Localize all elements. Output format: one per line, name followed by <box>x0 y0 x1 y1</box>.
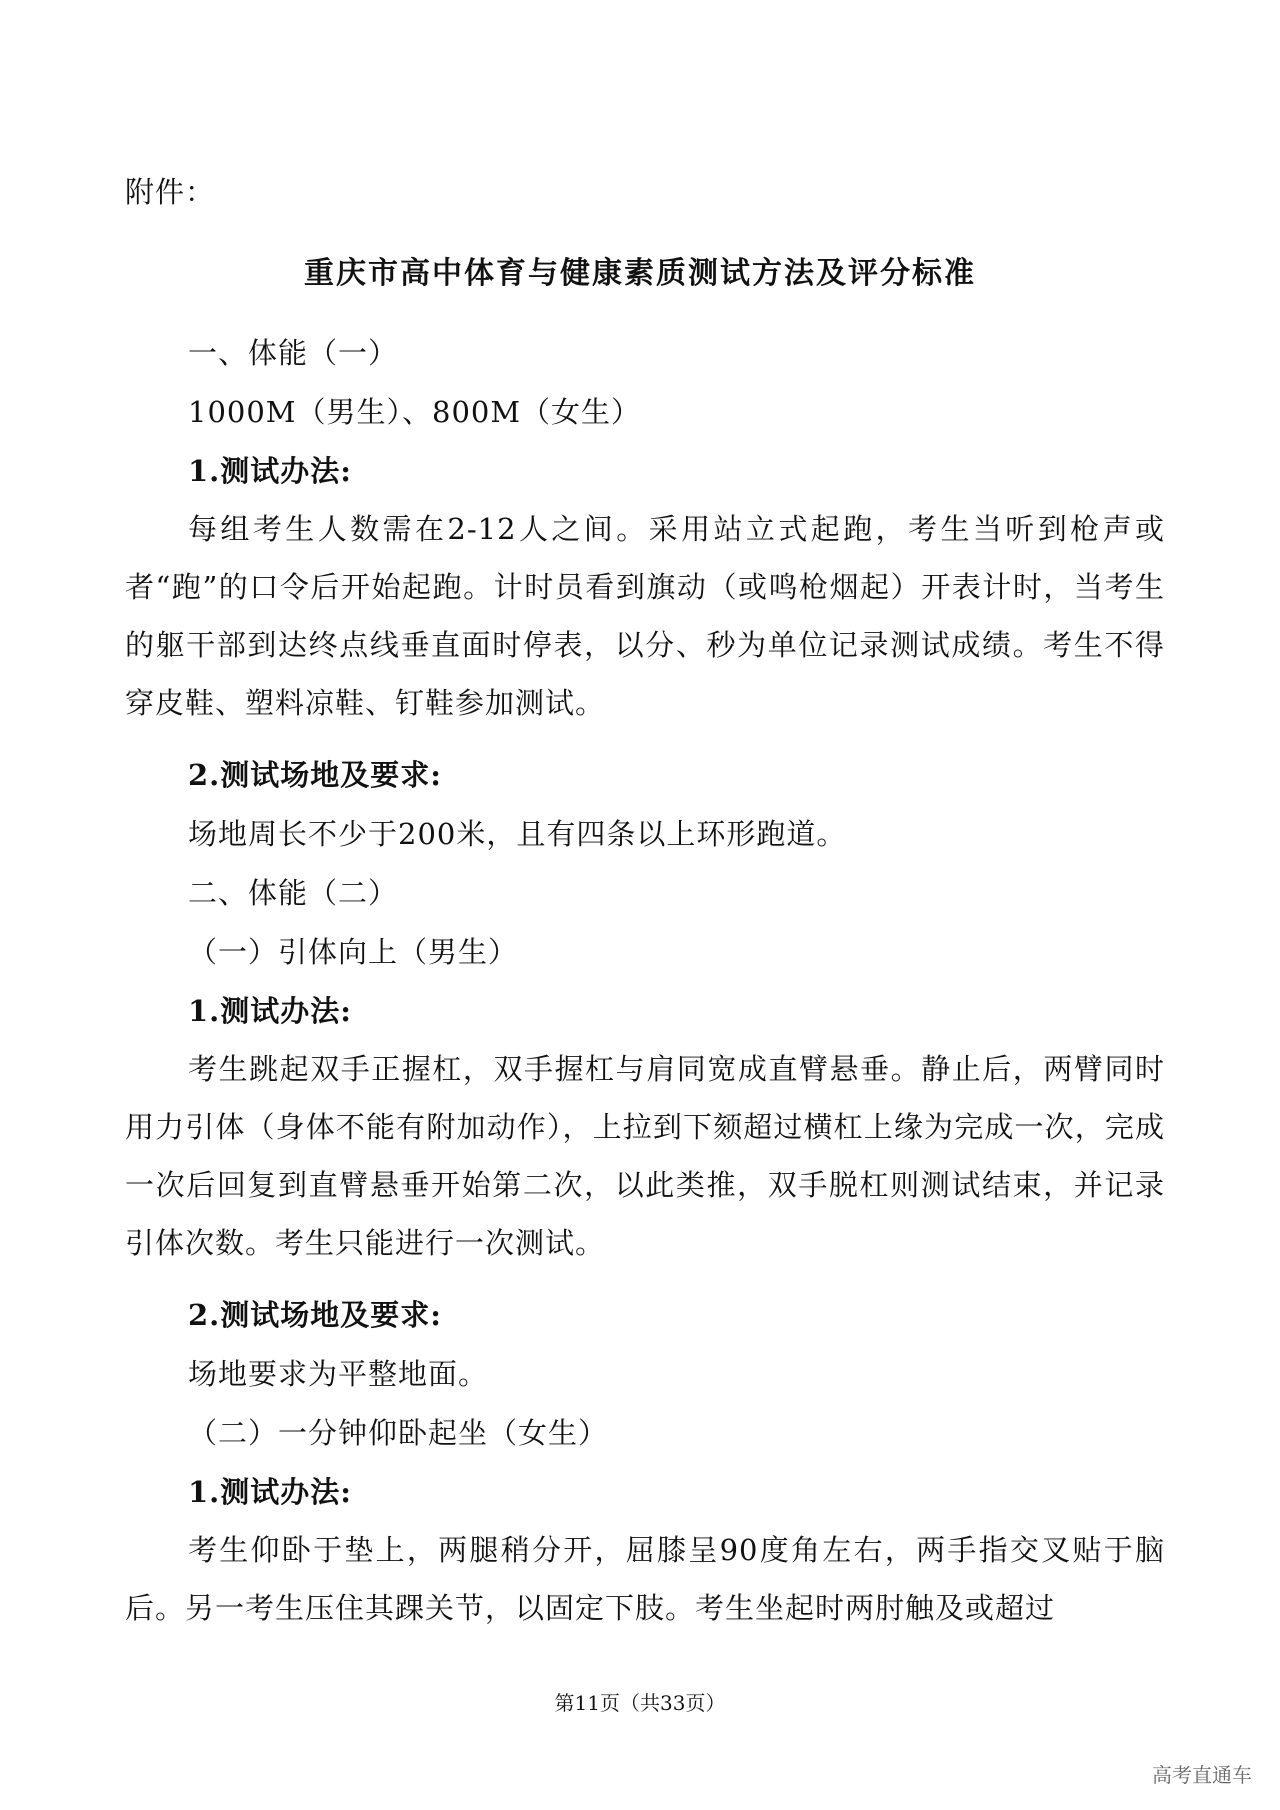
section1-heading: 一、体能（一） <box>188 336 399 370</box>
attachment-label: 附件： <box>125 175 216 209</box>
section1-events: 1000M（男生）、800M（女生） <box>188 395 642 429</box>
section1-method-heading: 1.测试办法: <box>188 454 352 488</box>
section2-sub2-heading: （二）一分钟仰卧起坐（女生） <box>188 1416 609 1450</box>
section2-sub2-method-text: 考生仰卧于垫上，两腿稍分开，屈膝呈90度角左右，两手指交叉贴于脑后。另一考生压住其踝关节，以固定下肢。考生坐起时两肘触及或超过 <box>125 1533 1165 1625</box>
section2-sub1-method-heading: 1.测试办法: <box>188 994 352 1028</box>
section2-sub2-method-heading: 1.测试办法: <box>188 1475 352 1509</box>
section1-venue-heading: 2.测试场地及要求: <box>188 758 442 792</box>
watermark: 高考直通车 <box>1152 1763 1252 1787</box>
section2-sub1-method-text: 考生跳起双手正握杠，双手握杠与肩同宽成直臂悬垂。静止后，两臂同时用力引体（身体不能有附加动作），上拉到下颏超过横杠上缘为完成一次，完成一次后回复到直臂悬垂开始第二次，以此类推，双手脱杠则测试结束，并记录引体次数。考生只能进行一次测试。 <box>125 1052 1165 1260</box>
section1-method-text: 每组考生人数需在2-12人之间。采用站立式起跑，考生当听到枪声或者“跑”的口令后开始起跑。计时员看到旗动（或鸣枪烟起）开表计时，当考生的躯干部到达终点线垂直面时停表，以分、秒为单位记录测试成绩。考生不得穿皮鞋、塑料凉鞋、钉鞋参加测试。 <box>125 512 1165 720</box>
section2-heading: 二、体能（二） <box>188 876 399 910</box>
section1-venue-text: 场地周长不少于200米，且有四条以上环形跑道。 <box>188 817 847 851</box>
document-title: 重庆市高中体育与健康素质测试方法及评分标准 <box>304 256 976 291</box>
page-footer: 第11页（共33页） <box>554 1691 726 1715</box>
section2-sub1-venue-text: 场地要求为平整地面。 <box>188 1357 489 1391</box>
section2-sub1-venue-heading: 2.测试场地及要求: <box>188 1298 442 1332</box>
section2-sub1-heading: （一）引体向上（男生） <box>188 935 519 969</box>
